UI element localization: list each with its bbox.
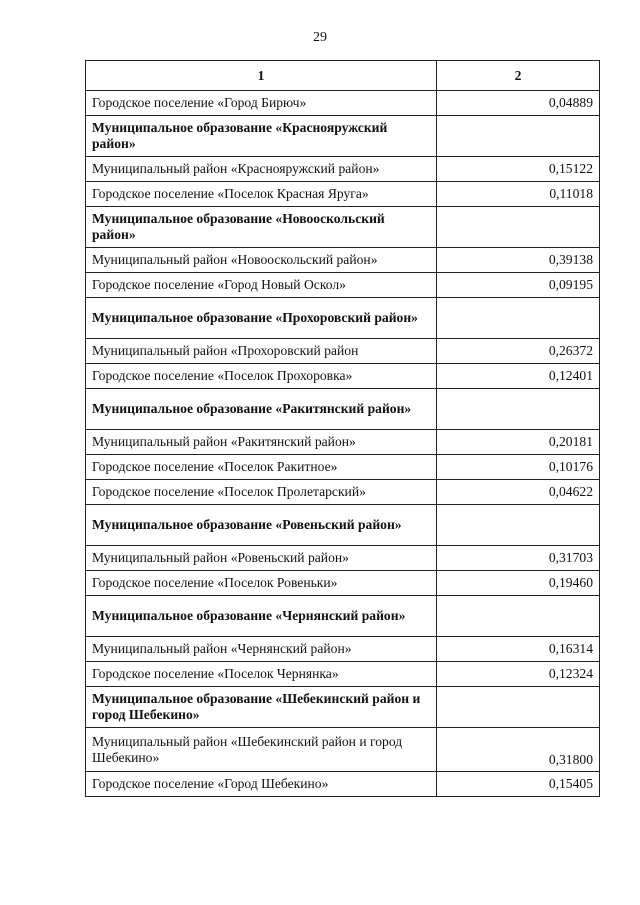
table-row [86, 455, 600, 480]
row-name: Муниципальный район «Новооскольский район» [86, 248, 437, 273]
row-value: 0,04622 [437, 480, 600, 505]
row-name: Городское поселение «Поселок Прохоровка» [86, 364, 437, 389]
row-name: Муниципальный район «Ракитянский район» [86, 430, 437, 455]
column-header-2: 2 [437, 61, 600, 91]
table-row [86, 157, 600, 182]
table-header-row [86, 61, 600, 91]
row-value [437, 389, 600, 430]
table-row [86, 772, 600, 797]
row-name: Муниципальный район «Чернянский район» [86, 637, 437, 662]
row-value [437, 596, 600, 637]
table-row [86, 546, 600, 571]
table-row [86, 339, 600, 364]
row-name: Муниципальное образование «Ракитянский район» [86, 389, 437, 430]
row-name: Муниципальный район «Прохоровский район [86, 339, 437, 364]
row-value [437, 298, 600, 339]
row-value: 0,19460 [437, 571, 600, 596]
row-name: Муниципальное образование «Ровеньский район» [86, 505, 437, 546]
table-row-group-header [86, 687, 600, 728]
table-row [86, 662, 600, 687]
row-value: 0,39138 [437, 248, 600, 273]
row-value: 0,11018 [437, 182, 600, 207]
table-row-group-header [86, 298, 600, 339]
row-name: Муниципальное образование «Прохоровский район» [86, 298, 437, 339]
row-value [437, 687, 600, 728]
row-value: 0,04889 [437, 91, 600, 116]
row-value: 0,09195 [437, 273, 600, 298]
row-name: Муниципальное образование «Краснояружский район» [86, 116, 437, 157]
table-row [86, 637, 600, 662]
table-row-group-header [86, 596, 600, 637]
row-value: 0,31703 [437, 546, 600, 571]
table-row [86, 248, 600, 273]
row-value [437, 207, 600, 248]
row-value: 0,16314 [437, 637, 600, 662]
row-value: 0,20181 [437, 430, 600, 455]
row-value: 0,15122 [437, 157, 600, 182]
row-name: Городское поселение «Поселок Красная Яруга» [86, 182, 437, 207]
row-value [437, 505, 600, 546]
table-row [86, 182, 600, 207]
column-header-1: 1 [86, 61, 437, 91]
row-name: Городское поселение «Город Новый Оскол» [86, 273, 437, 298]
table-row-group-header [86, 505, 600, 546]
row-value: 0,26372 [437, 339, 600, 364]
table-row [86, 364, 600, 389]
row-name: Муниципальное образование «Шебекинский район и город Шебекино» [86, 687, 437, 728]
row-name: Муниципальный район «Краснояружский район» [86, 157, 437, 182]
row-name: Муниципальное образование «Чернянский район» [86, 596, 437, 637]
table-row [86, 728, 600, 772]
table-row-group-header [86, 207, 600, 248]
table-row-group-header [86, 116, 600, 157]
row-name: Городское поселение «Поселок Пролетарский» [86, 480, 437, 505]
row-name: Муниципальное образование «Новооскольский район» [86, 207, 437, 248]
row-name: Городское поселение «Поселок Ровеньки» [86, 571, 437, 596]
table-row-group-header [86, 389, 600, 430]
row-name: Городское поселение «Поселок Ракитное» [86, 455, 437, 480]
table-row [86, 430, 600, 455]
row-value: 0,31800 [437, 728, 600, 772]
row-name: Муниципальный район «Ровеньский район» [86, 546, 437, 571]
table-row [86, 273, 600, 298]
row-value: 0,12324 [437, 662, 600, 687]
row-value: 0,12401 [437, 364, 600, 389]
table-row [86, 571, 600, 596]
row-name: Муниципальный район «Шебекинский район и город Шебекино» [86, 728, 437, 772]
row-value: 0,10176 [437, 455, 600, 480]
allocation-table [85, 60, 600, 797]
row-value [437, 116, 600, 157]
table-row [86, 480, 600, 505]
table-row [86, 91, 600, 116]
row-name: Городское поселение «Поселок Чернянка» [86, 662, 437, 687]
row-name: Городское поселение «Город Шебекино» [86, 772, 437, 797]
page-number: 29 [313, 30, 327, 45]
row-value: 0,15405 [437, 772, 600, 797]
row-name: Городское поселение «Город Бирюч» [86, 91, 437, 116]
